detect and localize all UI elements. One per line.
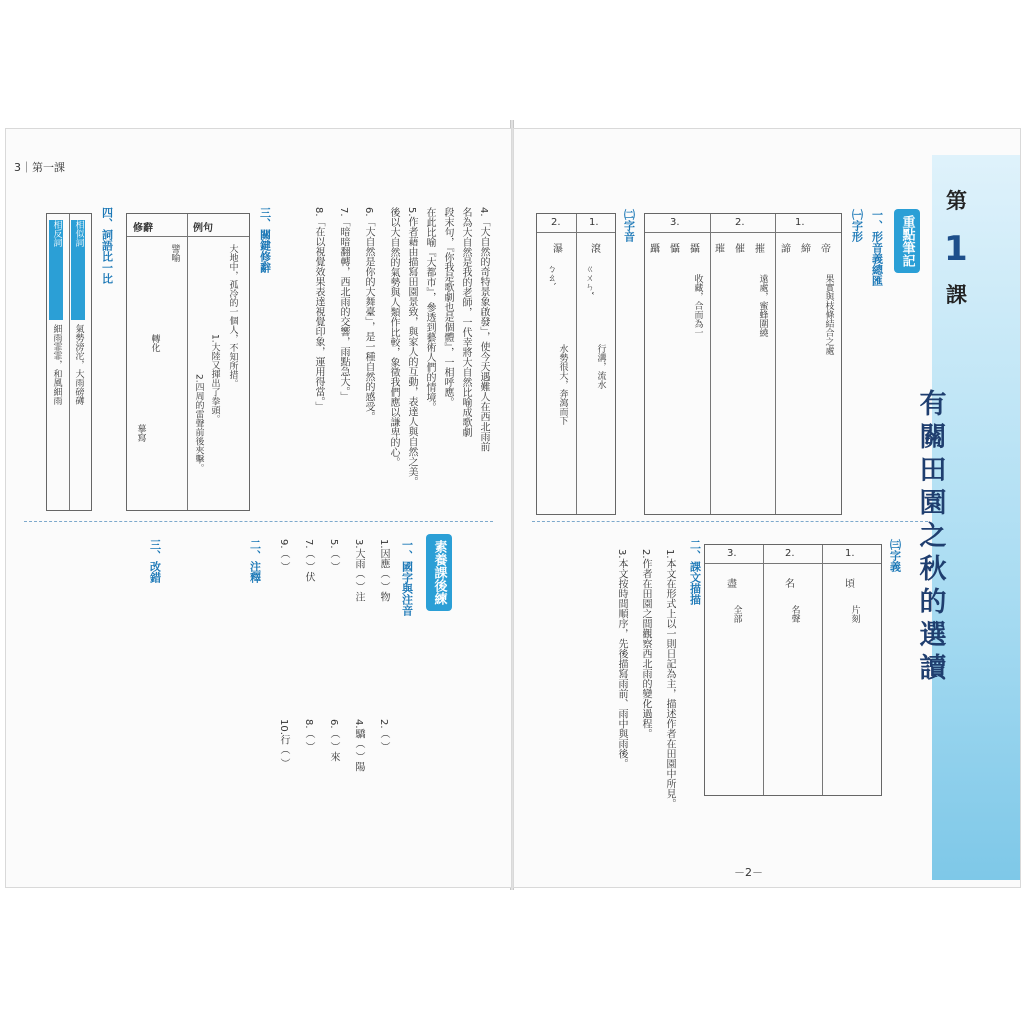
practice-item-2: 2.（ ） (378, 719, 389, 752)
practice-part-3-title: 三、改錯 (148, 539, 162, 583)
shape-note-2: 遠處，蜜蜂圍繞 (757, 274, 768, 337)
practice-item-7: 7.（ ）伏 (303, 539, 314, 582)
practice-item-1: 1.因應（ ）物 (378, 539, 389, 602)
sound-note-2: 水勢很大，奔瀉而下 (557, 344, 568, 425)
subsection-meaning-title: ㈢字義 (888, 539, 902, 572)
sound-col-2: 2. (551, 217, 561, 228)
meaning-col-1: 1. (845, 548, 855, 559)
subsection-sound-title: ㈡字音 (622, 209, 636, 242)
right-page (513, 128, 1021, 888)
sound-char-2: 瀑 (553, 244, 563, 255)
subsection-shape-title: ㈠字形 (850, 209, 864, 242)
meaning-def-3: 全部 (731, 605, 742, 623)
compare-opposite-value: 細雨霏霏，和風細雨 (51, 324, 62, 405)
shape-char-1b: 締 (801, 244, 811, 255)
note-line-4: 在此比喻『大都市』，參透到藝術人們的情境。 (424, 207, 435, 412)
rhetoric-table (126, 213, 250, 511)
section-divider-right (532, 521, 928, 522)
text-note-1: 1.本文在形式上以一則日記為主，描述作者在田園中所見。 (664, 549, 675, 809)
shape-char-2a: 摧 (755, 244, 765, 255)
shape-col-1: 1. (795, 217, 805, 228)
note-line-5: 5.作者藉由描寫田園景致，與家人的互動，表達人與自然之美。 (406, 207, 417, 487)
note-line-6: 後以大自然的氣勢與人類作比較，象徵我們應以謙卑的心。 (388, 207, 399, 467)
compare-opposite-header: 相反詞 (49, 220, 63, 320)
compare-table (46, 213, 92, 511)
shape-char-1a: 帝 (821, 244, 831, 255)
practice-item-3: 3.大雨（ ）注 (353, 539, 364, 602)
practice-item-4: 4.驕（ ）陽 (353, 719, 364, 772)
shape-note-3: 收藏，合而為一 (692, 274, 703, 337)
shape-table (644, 213, 842, 515)
rhetoric-col-header: 修辭 (133, 223, 153, 234)
left-page-header: 3｜第一課 (14, 161, 65, 174)
section-shape-sound-title: 一、形音義總匯 (870, 209, 884, 286)
rhetoric-type-2: 轉化 (149, 334, 160, 352)
meaning-def-1: 片刻 (849, 605, 860, 623)
meaning-char-1: 頃 (845, 579, 855, 590)
sound-char-1: 滾 (591, 244, 601, 255)
rhetoric-type-5: 摹寫 (135, 424, 146, 442)
note-line-1: 4.「大自然的奇特景象啟發」，使今天遇難人在西北雨前 (478, 207, 489, 452)
note-line-7: 6.「大自然是你的大舞臺」，是一種自然的感受。 (363, 207, 374, 422)
rhetoric-example-3: 2.四周的雷聲前後夾擊。 (193, 374, 204, 473)
shape-char-1c: 諦 (781, 244, 791, 255)
shape-col-3: 3. (670, 217, 680, 228)
section-rhetoric-title: 三、關鍵修辭 (258, 207, 272, 273)
note-line-2: 名為大自然是我的老師，一代幸將大自然比喻成歌劇 (460, 207, 471, 437)
sound-col-1: 1. (589, 217, 599, 228)
shape-col-2: 2. (735, 217, 745, 228)
practice-item-5: 5.（ ） (328, 539, 339, 572)
practice-item-9: 9.（ ） (278, 539, 289, 572)
note-line-9: 8.「在以視覺效果表達視覺印象，運用得當。」 (313, 207, 324, 412)
note-line-3: 段末句，『你我是歌劇也是個體』，一相呼應。 (442, 207, 453, 407)
meaning-char-2: 名 (785, 579, 795, 590)
subsection-text-title: 二、課文描描 (688, 539, 702, 605)
practice-section-tag: 素養課後練 (426, 534, 452, 611)
shape-char-3a: 攝 (690, 244, 700, 255)
shape-char-3b: 懾 (670, 244, 680, 255)
shape-char-2c: 璀 (715, 244, 725, 255)
compare-similar-value: 氣勢滂沱，大雨磅礡 (73, 324, 84, 405)
meaning-col-2: 2. (785, 548, 795, 559)
practice-part-2-title: 二、注釋 (248, 539, 262, 583)
shape-char-3c: 躡 (650, 244, 660, 255)
rhetoric-type-1: 譬喻 (169, 244, 180, 262)
sound-pron-1: ㄍㄨㄣˇ (583, 264, 594, 296)
sound-table (536, 213, 616, 515)
shape-note-1: 果實與枝條結合之處 (823, 274, 834, 355)
practice-part-1-title: 一、國字與注音 (400, 539, 414, 616)
practice-item-10: 10.行（ ） (278, 719, 289, 769)
meaning-def-2: 名聲 (789, 605, 800, 623)
section-compare-title: 四、詞語比一比 (100, 207, 114, 284)
compare-similar-header: 相似詞 (71, 220, 85, 320)
rhetoric-example-2: 1.大陸又揮出了拳頭。 (209, 334, 220, 424)
sound-note-1: 行溝，流水 (595, 344, 606, 389)
rhetoric-col-example: 例句 (193, 223, 213, 234)
meaning-col-3: 3. (727, 548, 737, 559)
lesson-title: 有關田園之秋的選讀 (914, 389, 946, 686)
page-number: －2－ (734, 866, 763, 879)
practice-item-6: 6.（ ）來 (328, 719, 339, 762)
lesson-number: 1 (944, 229, 968, 269)
meaning-char-3: 盡 (727, 579, 737, 590)
lesson-label: 第 (946, 189, 967, 213)
sound-pron-2: ㄅㄠˋ (545, 264, 556, 287)
meaning-table (704, 544, 882, 796)
section-divider (24, 521, 493, 522)
note-line-8: 7.「暗暗翻轉，西北雨的交響，雨點急大。」 (338, 207, 349, 402)
notes-section-tag: 重點筆記 (894, 209, 920, 273)
practice-item-8: 8.（ ） (303, 719, 314, 752)
text-note-2: 2.作者在田園之間觀察西北雨的變化過程。 (640, 549, 651, 739)
shape-char-2b: 催 (735, 244, 745, 255)
rhetoric-example-1: 大地中，孤冷的一個人，不知所措。 (227, 244, 238, 388)
left-page (5, 128, 512, 888)
text-note-3: 3.本文按時間順序，先後描寫雨前、雨中與雨後。 (616, 549, 627, 769)
lesson-suffix: 課 (946, 283, 967, 307)
